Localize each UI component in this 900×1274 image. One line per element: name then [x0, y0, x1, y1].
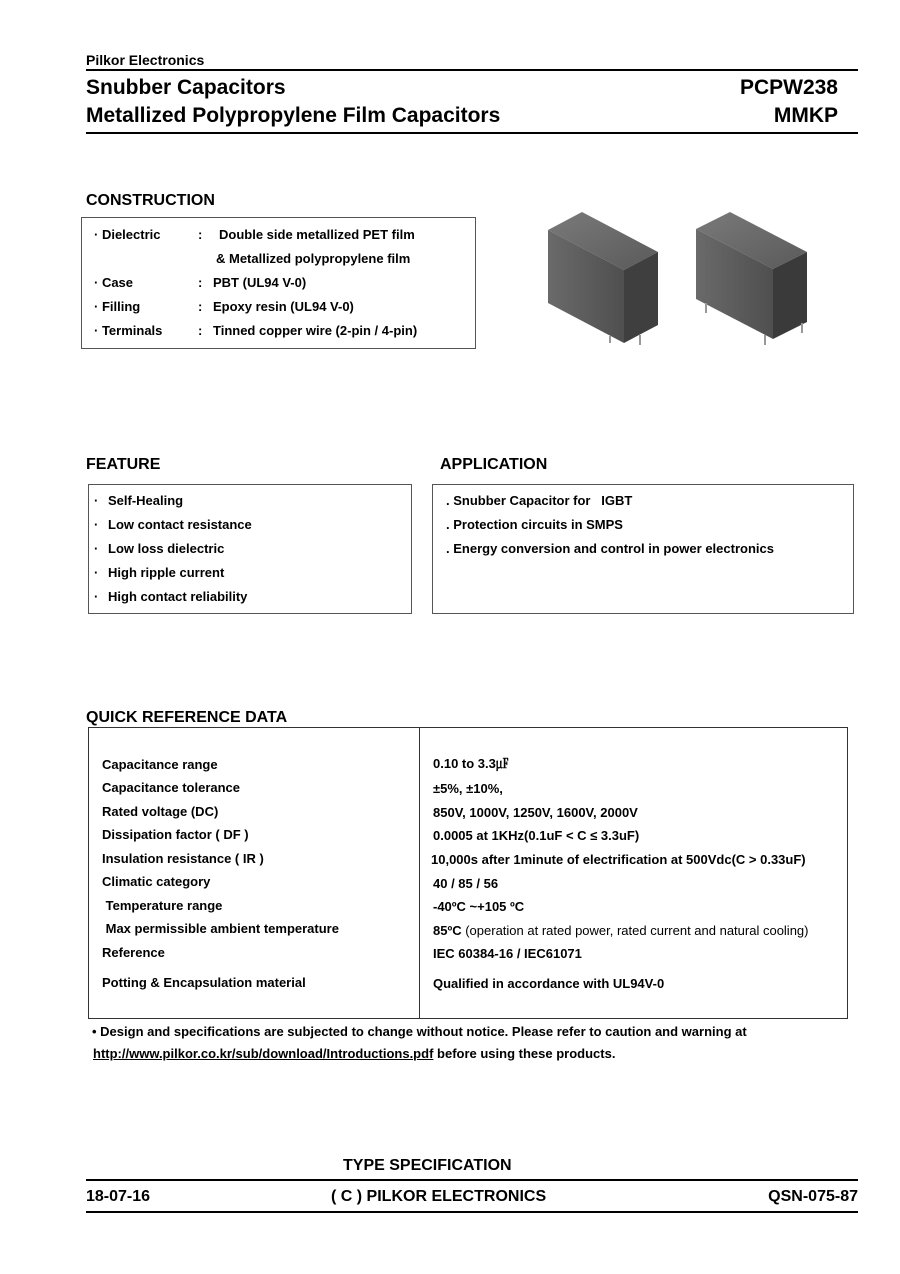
qr-value-climatic-category: 40 / 85 / 56	[433, 876, 499, 891]
capacitor-4pin-image	[696, 212, 807, 345]
type-specification-label: TYPE SPECIFICATION	[343, 1157, 512, 1174]
qr-value-insulation-resistance: 10,000s after 1minute of electrification at 500Vdc(C > 0.33uF)	[431, 852, 806, 867]
qr-value-max-ambient-temperature	[433, 923, 808, 938]
feature-bullet: ·	[94, 493, 99, 508]
qr-label-insulation-resistance: Insulation resistance ( IR )	[102, 851, 264, 866]
construction-sep: :	[198, 275, 203, 290]
feature-item: Self-Healing	[108, 493, 184, 508]
construction-sep: :	[198, 227, 203, 242]
series-name: MMKP	[773, 104, 838, 127]
qr-label-max-ambient-temperature: Max permissible ambient temperature	[102, 921, 339, 936]
footer-date: 18-07-16	[86, 1188, 151, 1205]
feature-item: High ripple current	[108, 565, 225, 580]
title-line2: Metallized Polypropylene Film Capacitors	[86, 104, 501, 127]
construction-label-case: · Case	[94, 275, 134, 290]
application-item: . Protection circuits in SMPS	[446, 517, 623, 532]
construction-value-terminals: Tinned copper wire (2-pin / 4-pin)	[213, 323, 418, 338]
footer-doc-number: QSN-075-87	[768, 1188, 858, 1205]
footer-copyright: ( C ) PILKOR ELECTRONICS	[331, 1188, 547, 1205]
qr-value-max-ambient-temperature-note: (operation at rated power, rated current and natural cooling)	[461, 923, 809, 938]
construction-sep: :	[198, 299, 203, 314]
qr-label-climatic-category: Climatic category	[102, 874, 211, 889]
qr-label-reference: Reference	[102, 945, 165, 960]
feature-bullet: ·	[94, 541, 99, 556]
company-name: Pilkor Electronics	[86, 52, 205, 68]
qr-value-max-ambient-temperature-main: 85ºC	[433, 923, 462, 938]
construction-label-dielectric: · Dielectric	[94, 227, 161, 242]
feature-heading: FEATURE	[86, 456, 161, 473]
application-box	[432, 484, 854, 614]
construction-sep: :	[198, 323, 203, 338]
qr-label-capacitance-tolerance: Capacitance tolerance	[102, 780, 241, 795]
capacitor-2pin-image	[548, 212, 658, 345]
feature-item: Low loss dielectric	[108, 541, 225, 556]
qr-value-reference: IEC 60384-16 / IEC61071	[433, 946, 582, 961]
construction-value-dielectric-2: & Metallized polypropylene film	[216, 251, 411, 266]
feature-bullet: ·	[94, 517, 99, 532]
table-divider	[419, 728, 420, 1018]
qr-value-capacitance-tolerance: ±5%, ±10%,	[433, 781, 503, 796]
part-number: PCPW238	[739, 76, 838, 99]
header-top-rule	[86, 69, 858, 71]
header-bottom-rule	[86, 132, 858, 134]
capacitor-product-image	[540, 205, 820, 355]
introductions-pdf-link[interactable]: http://www.pilkor.co.kr/sub/download/Introductions.pdf	[93, 1046, 434, 1061]
feature-item: Low contact resistance	[108, 517, 252, 532]
construction-label-filling: · Filling	[94, 299, 141, 314]
construction-value-case: PBT (UL94 V-0)	[213, 275, 307, 290]
qr-value-temperature-range: -40ºC ~+105 ºC	[433, 899, 525, 914]
qr-value-potting-material: Qualified in accordance with UL94V-0	[433, 976, 665, 991]
quick-reference-table	[88, 727, 848, 1019]
qr-label-rated-voltage: Rated voltage (DC)	[102, 804, 219, 819]
qr-label-potting-material: Potting & Encapsulation material	[102, 975, 306, 990]
feature-box	[88, 484, 412, 614]
notice-line1: • Design and specifications are subjected to change without notice. Please refer to caution and warning at	[92, 1024, 747, 1039]
qr-label-capacitance-range: Capacitance range	[102, 757, 218, 772]
construction-box	[81, 217, 476, 349]
footer-top-rule	[86, 1179, 858, 1181]
qr-value-rated-voltage: 850V, 1000V, 1250V, 1600V, 2000V	[433, 805, 638, 820]
feature-bullet: ·	[94, 565, 99, 580]
quick-reference-heading: QUICK REFERENCE DATA	[86, 709, 288, 726]
title-line1: Snubber Capacitors	[86, 76, 286, 99]
qr-value-dissipation-factor: 0.0005 at 1KHz(0.1uF < C ≤ 3.3uF)	[433, 828, 640, 843]
qr-label-temperature-range: Temperature range	[102, 898, 223, 913]
application-heading: APPLICATION	[440, 456, 548, 473]
application-item: . Snubber Capacitor for IGBT	[446, 493, 633, 508]
footer-bottom-rule	[86, 1211, 858, 1213]
feature-bullet: ·	[94, 589, 99, 604]
notice-line2-rest: before using these products.	[433, 1046, 616, 1061]
construction-value-filling: Epoxy resin (UL94 V-0)	[213, 299, 354, 314]
qr-label-dissipation-factor: Dissipation factor ( DF )	[102, 827, 249, 842]
construction-label-terminals: · Terminals	[94, 323, 163, 338]
application-item: . Energy conversion and control in power electronics	[446, 541, 774, 556]
notice-line2	[93, 1046, 615, 1061]
construction-heading: CONSTRUCTION	[86, 192, 215, 209]
qr-value-capacitance-range: 0.10 to 3.3㎌	[433, 756, 509, 771]
feature-item: High contact reliability	[108, 589, 248, 604]
construction-value-dielectric: Double side metallized PET film	[219, 227, 415, 242]
